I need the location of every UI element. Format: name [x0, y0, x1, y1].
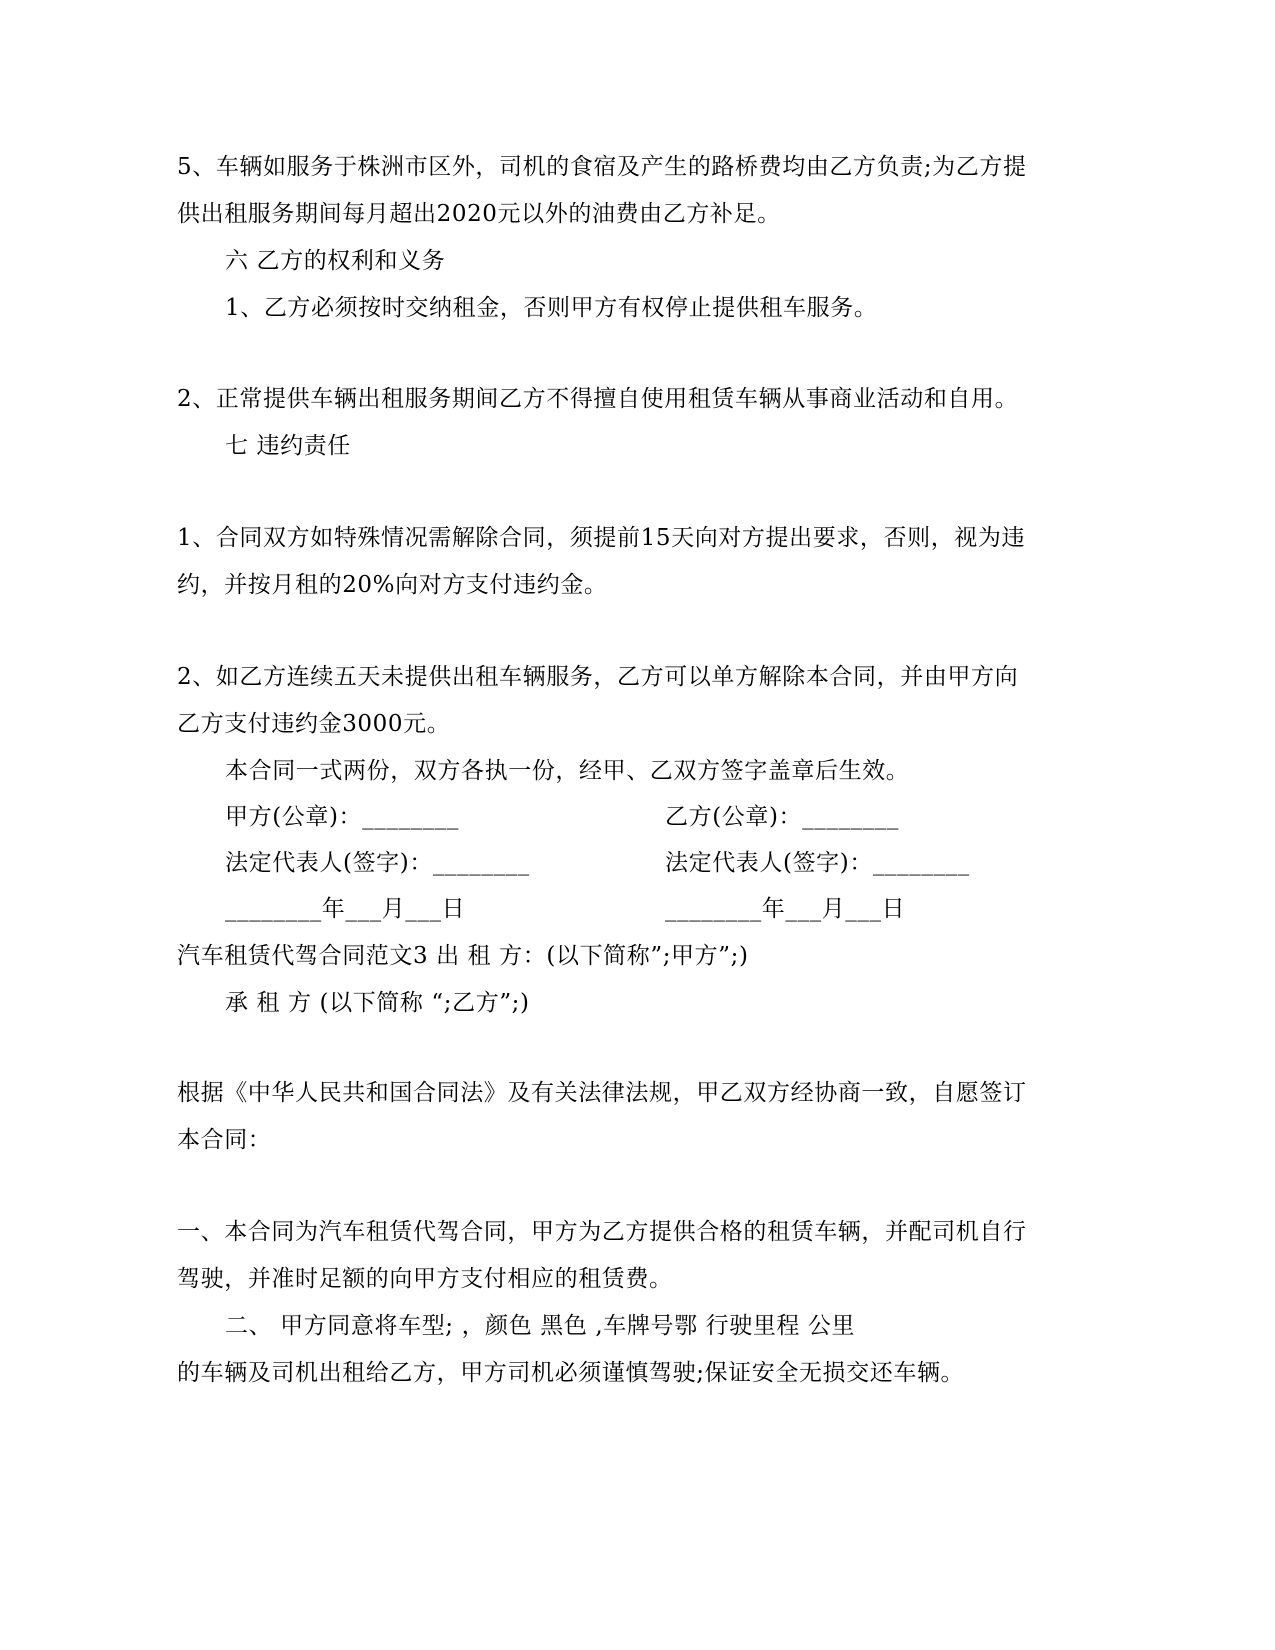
section-7-item-1-line-1: 1、合同双方如特殊情况需解除合同，须提前15天向对方提出要求，否则，视为违: [177, 525, 1026, 551]
party-a-representative: 法定代表人(签字)：________: [225, 850, 530, 876]
clause-5-line-2: 供出租服务期间每月超出2020元以外的油费由乙方补足。: [177, 201, 781, 227]
article-2-line-2: 的车辆及司机出租给乙方，甲方司机必须谨慎驾驶;保证安全无损交还车辆。: [177, 1360, 965, 1386]
article-1-line-1: 一、本合同为汽车租赁代驾合同，甲方为乙方提供合格的租赁车辆，并配司机自行: [177, 1219, 1027, 1245]
copies-statement: 本合同一式两份，双方各执一份，经甲、乙双方签字盖章后生效。: [225, 758, 910, 784]
section-6-heading: 六 乙方的权利和义务: [225, 248, 446, 274]
article-2-line-1: 二、 甲方同意将车型; ，颜色 黑色 ,车牌号鄂 行驶里程 公里: [225, 1313, 856, 1339]
party-b-seal: 乙方(公章)：________: [665, 804, 899, 830]
lessee-line: 承 租 方 (以下简称 “;乙方”;): [225, 990, 530, 1016]
preamble-line-1: 根据《中华人民共和国合同法》及有关法律法规，甲乙双方经协商一致，自愿签订: [177, 1080, 1027, 1106]
clause-5-line-1: 5、车辆如服务于株洲市区外，司机的食宿及产生的路桥费均由乙方负责;为乙方提: [177, 154, 1027, 180]
section-6-item-1: 1、乙方必须按时交纳租金，否则甲方有权停止提供租车服务。: [225, 295, 878, 321]
party-a-seal: 甲方(公章)：________: [225, 804, 459, 830]
section-7-item-2-line-2: 乙方支付违约金3000元。: [177, 711, 451, 737]
article-1-line-2: 驾驶，并准时足额的向甲方支付相应的租赁费。: [177, 1266, 673, 1292]
party-b-date: ________年___月___日: [665, 896, 906, 922]
section-7-item-2-line-1: 2、如乙方连续五天未提供出租车辆服务，乙方可以单方解除本合同，并由甲方向: [177, 664, 1019, 690]
section-6-item-2: 2、正常提供车辆出租服务期间乙方不得擅自使用租赁车辆从事商业活动和自用。: [177, 386, 1019, 412]
preamble-line-2: 本合同：: [177, 1127, 272, 1153]
party-b-representative: 法定代表人(签字)：________: [665, 850, 970, 876]
section-7-heading: 七 违约责任: [225, 433, 351, 459]
sample-3-title-line: 汽车租赁代驾合同范文3 出 租 方：(以下简称”;甲方”;): [177, 943, 749, 969]
section-7-item-1-line-2: 约，并按月租的20%向对方支付违约金。: [177, 572, 608, 598]
party-a-date: ________年___月___日: [225, 896, 466, 922]
